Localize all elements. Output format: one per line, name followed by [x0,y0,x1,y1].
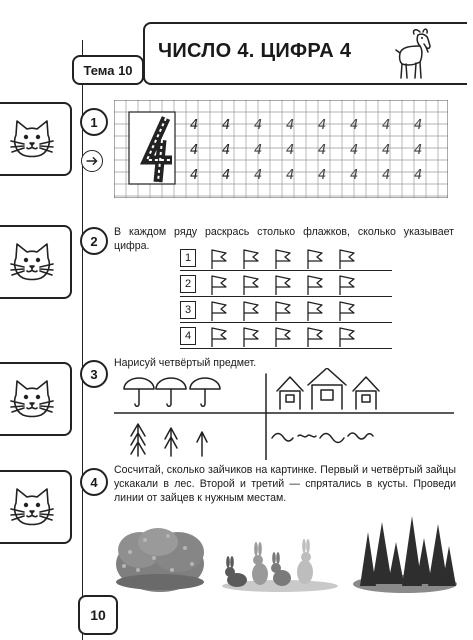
topic-badge: Тема 10 [72,55,144,85]
copy-digit: 4 [190,168,199,183]
copy-digit: 4 [350,118,358,133]
task-1-cat-panel [0,102,72,176]
rabbit-icon [252,542,268,585]
flag-row-digit: 2 [180,275,196,293]
copy-digit: 4 [254,168,262,183]
copy-digit: 4 [382,143,390,158]
flag-icon[interactable] [340,302,354,321]
copy-digit: 4 [350,143,358,158]
cat-face-icon [8,117,56,161]
copy-digit: 4 [414,143,422,158]
rabbits-scene[interactable] [110,512,460,597]
copy-digit: 4 [190,143,199,158]
flag-icon[interactable] [276,328,290,347]
copy-digit: 4 [382,168,390,183]
umbrella-icon [156,378,186,406]
flag-icon[interactable] [276,276,290,295]
umbrella-icon [190,378,220,406]
rabbit-icon [271,552,291,586]
flag-icon[interactable] [212,250,226,269]
cat-face-icon [8,240,56,284]
arrow-right-icon [81,150,103,172]
rabbit-icon [297,539,313,584]
flag-row-digit: 3 [180,301,196,319]
task-3-number: 3 [80,360,108,388]
copy-digit: 4 [286,118,294,133]
bush-icon [116,528,204,592]
task-2-number: 2 [80,227,108,255]
task-3-cat-panel [0,362,72,436]
flag-icon[interactable] [244,250,258,269]
flag-row-2[interactable] [180,273,392,297]
copy-digit: 4 [222,168,231,183]
flag-icon[interactable] [340,328,354,347]
copy-digit: 4 [286,168,294,183]
flag-icon[interactable] [212,276,226,295]
flag-icon[interactable] [212,328,226,347]
house-icon [308,368,346,409]
copy-digit: 4 [414,168,422,183]
flag-icon[interactable] [308,276,322,295]
rabbit-icon [225,556,247,587]
copy-digit: 4 [286,143,294,158]
flag-row-digit: 1 [180,249,196,267]
flag-row-1[interactable] [180,247,392,271]
copy-digit: 4 [318,143,326,158]
flag-icon[interactable] [308,250,322,269]
copy-digit: 4 [254,143,262,158]
copy-digit: 4 [222,118,231,133]
copy-digit: 4 [350,168,358,183]
goat-icon [390,26,438,82]
cat-face-icon [8,377,56,421]
copy-digit: 4 [414,118,422,133]
task-1-number: 1 [80,108,108,136]
flag-icon[interactable] [276,250,290,269]
task-4-number: 4 [80,468,108,496]
flag-row-digit: 4 [180,327,196,345]
tree-icon [360,516,456,586]
tree-icon [197,432,207,456]
pattern-puzzle[interactable] [114,368,454,460]
digit-writing-grid[interactable] [114,100,448,198]
copy-digit: 4 [254,118,262,133]
copy-digit: 4 [190,118,199,133]
flag-icon[interactable] [340,250,354,269]
tree-icon [165,428,177,456]
page-title: ЧИСЛО 4. ЦИФРА 4 [158,40,352,62]
copy-digit: 4 [318,118,326,133]
copy-digit: 4 [382,118,390,133]
cat-face-icon [8,485,56,529]
copy-digit: 4 [222,143,231,158]
flag-icon[interactable] [244,302,258,321]
flag-icon[interactable] [244,276,258,295]
flag-icon[interactable] [244,328,258,347]
flag-icon[interactable] [276,302,290,321]
umbrella-icon [124,378,154,406]
flag-row-4[interactable] [180,325,392,349]
house-icon [353,377,379,409]
flag-icon[interactable] [308,328,322,347]
task-2-text: В каждом ряду раскрась столько флажков, сколько указывает цифра. [114,226,454,252]
flag-icon[interactable] [308,302,322,321]
task-4-text: Сосчитай, сколько зайчиков на картинке. Первый и четвёртый зайцы ускакали в лес. Второй и третий — спрятались в кусты. Проведи линии от зайцев к нужным местам. [114,464,456,504]
page-number: 10 [78,595,118,635]
task-4-cat-panel [0,470,72,544]
copy-digit: 4 [318,168,326,183]
house-icon [277,377,303,409]
task-3-text: Нарисуй четвёртый предмет. [114,357,257,369]
task-2-cat-panel [0,225,72,299]
flag-icon[interactable] [212,302,226,321]
flag-row-3[interactable] [180,299,392,323]
flag-icon[interactable] [340,276,354,295]
tree-icon [131,424,145,456]
